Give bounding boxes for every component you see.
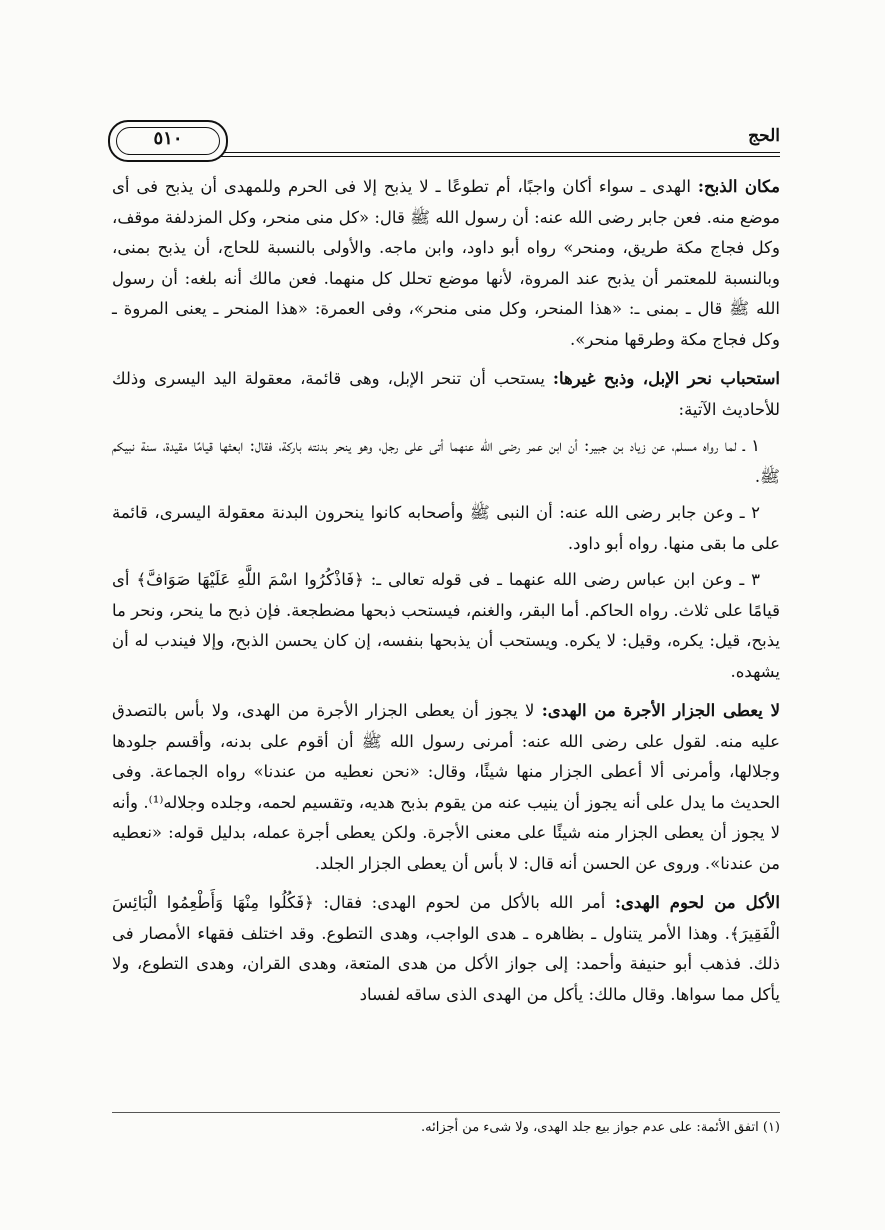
paragraph-text: أمر الله بالأكل من لحوم الهدى: فقال: ﴿فَكُلُوا مِنْهَا وَأَطْعِمُوا الْبَائِسَ الْفَقِيرَ﴾. وهذا الأمر يتناول ـ بظاهره ـ هدى الواجب، وهدى التطوع. وقد اختلف فقهاء الأمصار فى ذلك. فذهب أبو حنيفة وأحمد: إلى جواز الأكل من هدى المتعة، وهدى القران، وهدى التطوع، ولا يأكل مما سواها. وقال مالك: يأكل من الهدى الذى ساقه لفساد [112,893,780,1004]
paragraph-eating-hady [112,888,780,1010]
footnote: (١) اتفق الأئمة: على عدم جواز بيع جلد الهدى، ولا شىء من أجزائه. [421,1120,780,1135]
paragraph-text: يستحب أن تنحر الإبل، وهى قائمة، معقولة اليد اليسرى وذلك للأحاديث الآتية: [112,369,780,419]
paragraph-text: ٢ ـ وعن جابر رضى الله عنه: أن النبى ﷺ وأصحابه كانوا ينحرون البدنة معقولة اليسرى، قائمة على ما بقى منها. رواه أبو داود. [112,503,780,553]
main-text [112,172,780,1019]
paragraph-butcher-wage [112,696,780,879]
header-rule-thin [208,156,780,157]
list-item-3 [112,565,780,687]
paragraph-camel-slaughter [112,364,780,425]
paragraph-text: لا يجوز أن يعطى الجزار الأجرة من الهدى، ولا بأس بالتصدق عليه منه. لقول على رضى الله عنه: أمرنى رسول الله ﷺ أن أقوم على بدنه، وأقسم جلودها وجلالها، وأمرنى ألا أعطى الجزار منها شيئًا، وقال: «نحن نعطيه من عندنا» رواه الجماعة. وفى الحديث ما يدل على أنه يجوز أن ينيب عنه من يقوم بذبح هديه، وتقسيم لحمه، وجلده وجلاله⁽¹⁾. وأنه لا يجوز أن يعطى الجزار منه شيئًا على معنى الأجرة. ولكن يعطى أجرة عمله، بدليل قوله: «نعطيه من عندنا». وروى عن الحسن أنه قال: لا بأس أن يعطى الجزار الجلد. [112,701,780,873]
paragraph-text: ٣ ـ وعن ابن عباس رضى الله عنهما ـ فى قوله تعالى ـ: ﴿فَاذْكُرُوا اسْمَ اللَّهِ عَلَيْهَا صَوَافَّ﴾ أى قيامًا على ثلاث. رواه الحاكم. أما البقر، والغنم، فيستحب ذبحها مضطجعة. فإن ذبح ما ينحر، ونحر ما يذبح، قيل: يكره، وقيل: لا يكره. ويستحب أن يذبحها بنفسه، إن كان يحسن الذبح، وإلا فيندب له أن يشهده. [112,570,780,681]
section-heading: مكان الذبح: [697,177,780,196]
page-number: ٥١٠ [153,128,183,149]
section-heading: لا يعطى الجزار الأجرة من الهدى: [541,701,780,720]
footnote-rule [112,1112,780,1113]
paragraph-slaughter-place [112,172,780,355]
page-number-frame [108,120,228,162]
list-item-1 [112,431,780,492]
section-heading: استحباب نحر الإبل، وذبح غيرها: [552,369,780,388]
running-header [112,118,780,162]
header-rule [208,152,780,153]
list-item-2 [112,498,780,559]
paragraph-text: ١ ـ لما رواه مسلم، عن زياد بن جبير: أن ابن عمر رضى الله عنهما أتى على رجل، وهو ينحر بدنته باركة، فقال: ابعثها قيامًا مقيدة، سنة نبيكم ﷺ. [112,436,780,486]
chapter-title: الحج [748,126,780,146]
paragraph-text: الهدى ـ سواء أكان واجبًا، أم تطوعًا ـ لا يذبح إلا فى الحرم وللمهدى أن يذبح فى أى موضع منه. فعن جابر رضى الله عنه: أن رسول الله ﷺ قال: «كل منى منحر، وكل المزدلفة موقف، وكل فجاج مكة طريق، ومنحر» رواه أبو داود، وابن ماجه. والأولى بالنسبة للحاج، أن يذبح بمنى، وبالنسبة للمعتمر أن يذبح عند المروة، لأنها موضع تحلل كل منهما. فعن مالك أنه بلغه: أن رسول الله ﷺ قال ـ بمنى ـ: «هذا المنحر، وكل منى منحر»، وفى العمرة: «هذا المنحر ـ يعنى المروة ـ وكل فجاج مكة وطرقها منحر». [112,177,780,349]
section-heading: الأكل من لحوم الهدى: [614,893,780,912]
